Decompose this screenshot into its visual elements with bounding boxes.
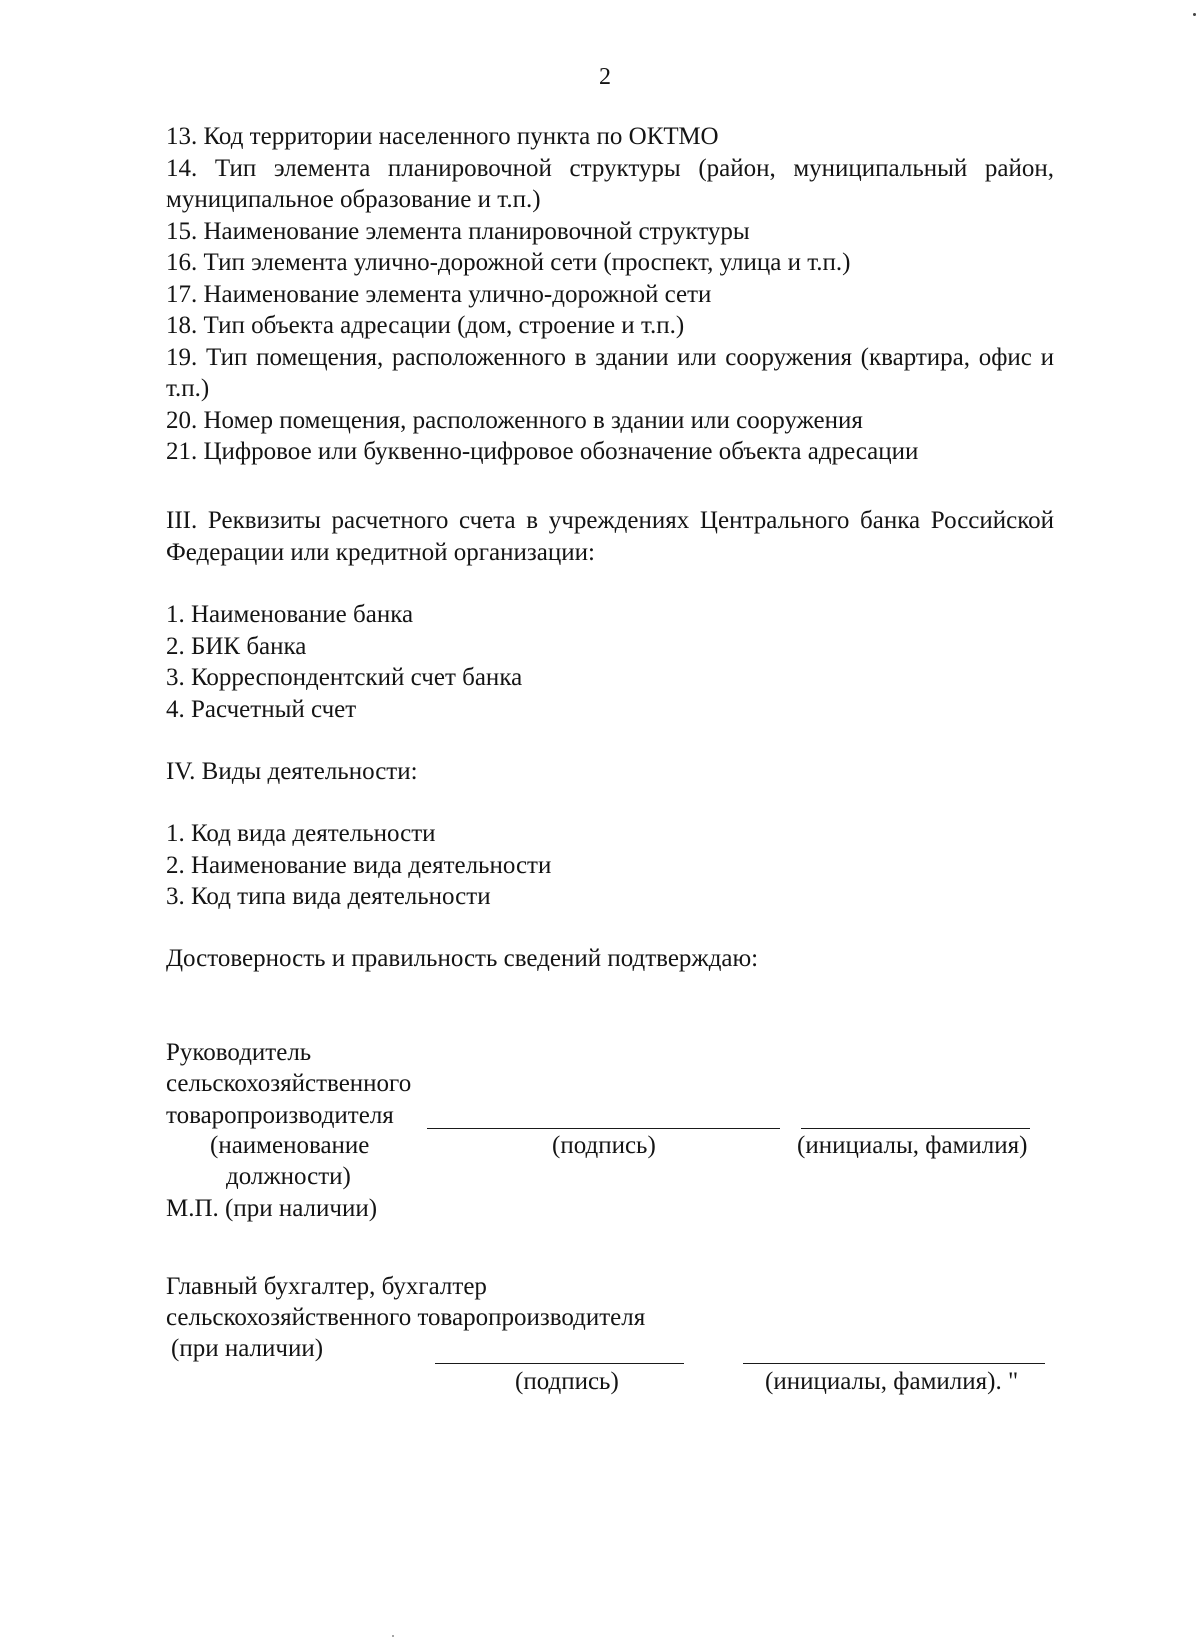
- head-title-line-2: сельскохозяйственного: [166, 1070, 412, 1097]
- head-title-line-3: товаропроизводителя: [166, 1102, 394, 1129]
- list-item: 4. Расчетный счет: [166, 695, 357, 723]
- list-item: 17. Наименование элемента улично-дорожной сети: [166, 280, 712, 308]
- list-item: 20. Номер помещения, расположенного в здании или сооружения: [166, 406, 863, 434]
- name-caption: (инициалы, фамилия). ": [765, 1368, 1019, 1395]
- head-signature-line[interactable]: [427, 1128, 780, 1129]
- section-heading-bank: III. Реквизиты расчетного счета в учреждениях Центрального банка Российской Федерации или кредитной организации:: [166, 507, 1054, 566]
- list-item: 15. Наименование элемента планировочной структуры: [166, 217, 750, 245]
- scan-speck: [1193, 13, 1196, 16]
- bank-items-list: [166, 599, 1054, 725]
- stamp-note: М.П. (при наличии): [166, 1195, 378, 1222]
- list-item: 1. Код вида деятельности: [166, 820, 436, 847]
- signature-caption: (подпись): [552, 1132, 656, 1159]
- head-name-line[interactable]: [801, 1128, 1030, 1129]
- list-item: 3. Код типа вида деятельности: [166, 883, 491, 910]
- position-caption: (наименование: [210, 1132, 370, 1159]
- list-item: 21. Цифровое или буквенно-цифровое обозначение объекта адресации: [166, 438, 919, 465]
- accountant-title-line-2: сельскохозяйственного товаропроизводителя: [166, 1304, 646, 1331]
- name-caption: (инициалы, фамилия): [797, 1132, 1028, 1159]
- list-item: 19. Тип помещения, расположенного в здании или сооружения (квартира, офис и т.п.): [166, 343, 1054, 402]
- accountant-signature-line[interactable]: [435, 1363, 684, 1364]
- address-items-list: [166, 121, 1054, 468]
- accountant-name-line[interactable]: [743, 1363, 1045, 1364]
- confirmation-statement: Достоверность и правильность сведений подтверждаю:: [166, 945, 759, 972]
- list-item: 16. Тип элемента улично-дорожной сети (проспект, улица и т.п.): [166, 249, 851, 276]
- position-caption-continued: должности): [226, 1163, 351, 1190]
- accountant-title-line-1: Главный бухгалтер, бухгалтер: [166, 1273, 487, 1300]
- list-item: 13. Код территории населенного пункта по ОКТМО: [166, 123, 719, 150]
- list-item: 2. Наименование вида деятельности: [166, 851, 552, 879]
- scan-speck: [392, 1635, 394, 1637]
- list-item: 2. БИК банка: [166, 632, 307, 660]
- signature-caption: (подпись): [515, 1368, 619, 1395]
- accountant-title-line-3: (при наличии): [171, 1335, 324, 1362]
- list-item: 1. Наименование банка: [166, 601, 414, 628]
- list-item: 14. Тип элемента планировочной структуры (район, муниципальный район, муниципальное образование и т.п.): [166, 154, 1054, 213]
- page-number: 2: [599, 64, 611, 90]
- head-title-line-1: Руководитель: [166, 1039, 312, 1066]
- activity-items-list: [166, 818, 1054, 913]
- section-heading-activity: IV. Виды деятельности:: [166, 758, 418, 785]
- list-item: 3. Корреспондентский счет банка: [166, 664, 523, 691]
- list-item: 18. Тип объекта адресации (дом, строение и т.п.): [166, 312, 685, 339]
